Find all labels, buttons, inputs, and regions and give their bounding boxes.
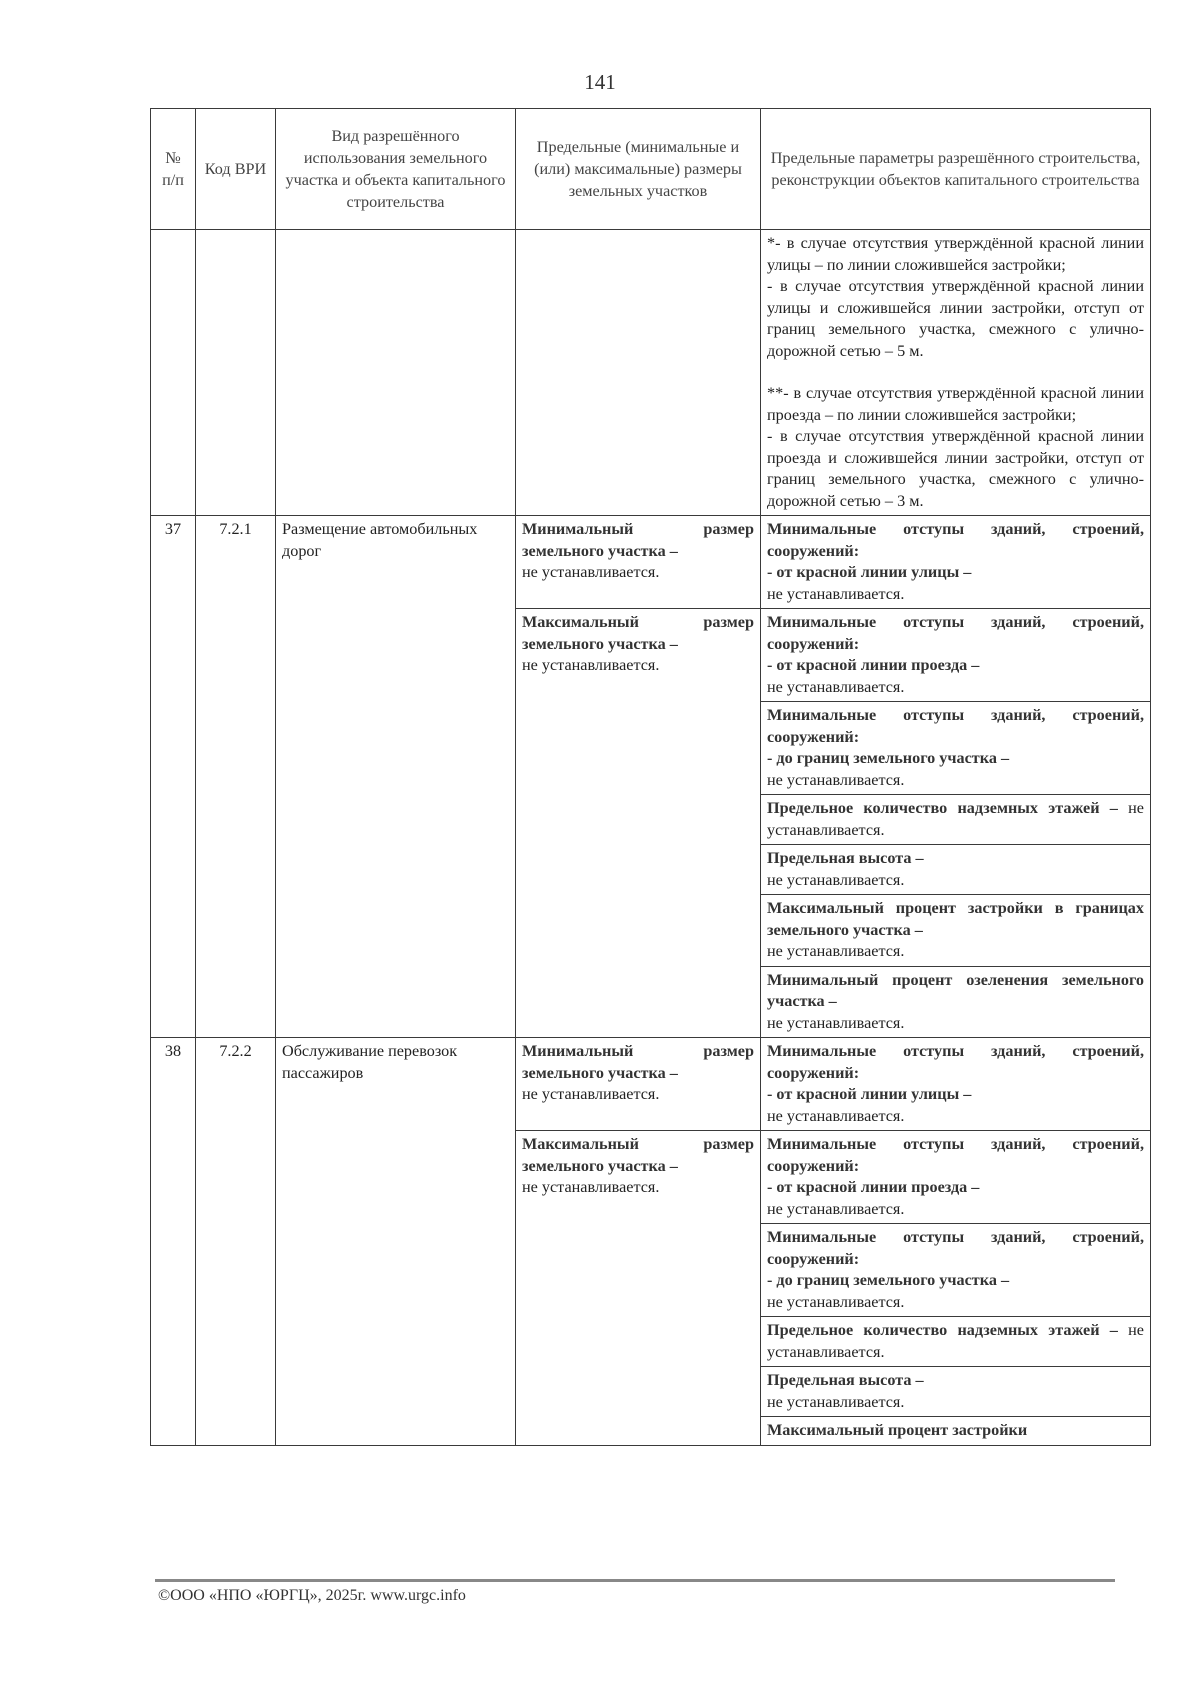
header-params: Предельные параметры разрешённого строительства, реконструкции объектов капитального строительства [761,109,1151,230]
row-kind: Размещение автомобильных дорог [276,516,516,1038]
param-offset-boundary: Минимальные отступы зданий, строений, сооружений: - до границ земельного участка – не устанавливается. [761,1224,1151,1317]
note-paragraph: - в случае отсутствия утверждённой красной линии проезда и сложившейся линии застройки, отступ от границ земельного участка, смежного с улично-дорожной сетью – 3 м. [767,427,1144,510]
param-offset-boundary: Минимальные отступы зданий, строений, сооружений: - до границ земельного участка – не устанавливается. [761,702,1151,795]
row-code: 7.2.2 [196,1038,276,1446]
page-number: 141 [584,70,616,94]
note-paragraph: **- в случае отсутствия утверждённой красной линии проезда – по линии сложившейся застройки; [767,384,1144,424]
param-offset-street: Минимальные отступы зданий, строений, сооружений: - от красной линии улицы – не устанавливается. [761,1038,1151,1131]
param-max-coverage: Максимальный процент застройки [761,1417,1151,1446]
param-max-coverage: Максимальный процент застройки в границах земельного участка – не устанавливается. [761,895,1151,967]
param-min-greening: Минимальный процент озеленения земельного участка – не устанавливается. [761,966,1151,1038]
note-paragraph: - в случае отсутствия утверждённой красной линии улицы и сложившейся линии застройки, отступ от границ земельного участка, смежного с улично-дорожной сетью – 5 м. [767,277,1144,360]
table-row-continuation [151,230,1151,516]
header-code: Код ВРИ [196,109,276,230]
param-height: Предельная высота – не устанавливается. [761,1367,1151,1417]
note-paragraph: *- в случае отсутствия утверждённой красной линии улицы – по линии сложившейся застройки; [767,234,1144,274]
row-kind: Обслуживание перевозок пассажиров [276,1038,516,1446]
header-sizes: Предельные (минимальные и (или) максимальные) размеры земельных участков [516,109,761,230]
size-max: Максимальный размер земельного участка – не устанавливается. [516,609,761,1038]
param-floors: Предельное количество надземных этажей – не устанавливается. [761,1317,1151,1367]
param-offset-driveway: Минимальные отступы зданий, строений, сооружений: - от красной линии проезда – не устанавливается. [761,1131,1151,1224]
size-max: Максимальный размер земельного участка – не устанавливается. [516,1131,761,1446]
regulations-table [150,108,1151,1446]
size-min: Минимальный размер земельного участка – не устанавливается. [516,516,761,609]
table-row-38 [151,1038,1151,1131]
param-height: Предельная высота – не устанавливается. [761,845,1151,895]
row-code: 7.2.1 [196,516,276,1038]
header-num: № п/п [151,109,196,230]
param-floors: Предельное количество надземных этажей – не устанавливается. [761,795,1151,845]
continuation-notes [761,230,1151,516]
table-header-row [151,109,1151,230]
header-kind: Вид разрешённого использования земельного участка и объекта капитального строительства [276,109,516,230]
size-min: Минимальный размер земельного участка – не устанавливается. [516,1038,761,1131]
row-number: 38 [151,1038,196,1446]
table-row-37 [151,516,1151,609]
param-offset-driveway: Минимальные отступы зданий, строений, сооружений: - от красной линии проезда – не устанавливается. [761,609,1151,702]
footer-copyright: ©ООО «НПО «ЮРГЦ», 2025г. www.urgc.info [158,1587,466,1604]
row-number: 37 [151,516,196,1038]
footer-divider [155,1579,1115,1582]
param-offset-street: Минимальные отступы зданий, строений, сооружений: - от красной линии улицы – не устанавливается. [761,516,1151,609]
